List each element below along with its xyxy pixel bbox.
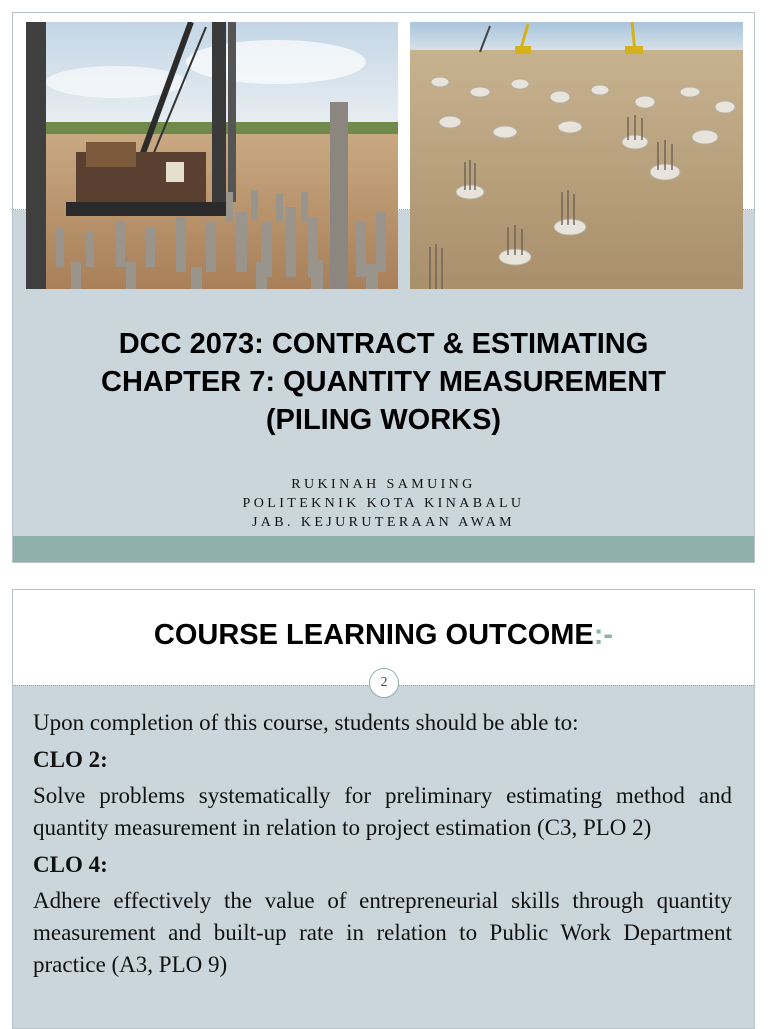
title-line-2: CHAPTER 7: QUANTITY MEASUREMENT [101,366,666,398]
slide-title-suffix: :- [593,619,614,651]
title-slide [12,12,755,563]
page-number-badge: 2 [369,668,399,698]
presentation-title [13,325,754,439]
institution-name: POLITEKNIK KOTA KINABALU [242,496,525,511]
learning-outcome-slide [12,589,755,1029]
intro-text: Upon completion of this course, students should be able to: [33,710,579,735]
slide-title [13,619,754,652]
pile-field-photo [410,22,743,289]
clo4-heading: CLO 4: [33,852,108,877]
author-name: RUKINAH SAMUING [291,477,476,492]
clo2-heading: CLO 2: [33,747,108,772]
clo4-description: Adhere effectively the value of entrepreneurial skills through quantity measurement and built-up rate in relation to Public Work Department practice (A3, PLO 9) [33,888,732,977]
slide-body [33,707,732,981]
slide-title-text: COURSE LEARNING OUTCOME [153,619,594,651]
presenter-info [13,475,754,532]
department-name: JAB. KEJURUTERAAN AWAM [251,515,516,530]
footer-band [13,536,754,562]
clo2-description: Solve problems systematically for preliminary estimating method and quantity measurement in relation to project estimation (C3, PLO 2) [33,783,732,840]
piling-rig-photo [26,22,398,289]
title-line-3: (PILING WORKS) [265,404,502,436]
title-line-1: DCC 2073: CONTRACT & ESTIMATING [118,328,649,360]
